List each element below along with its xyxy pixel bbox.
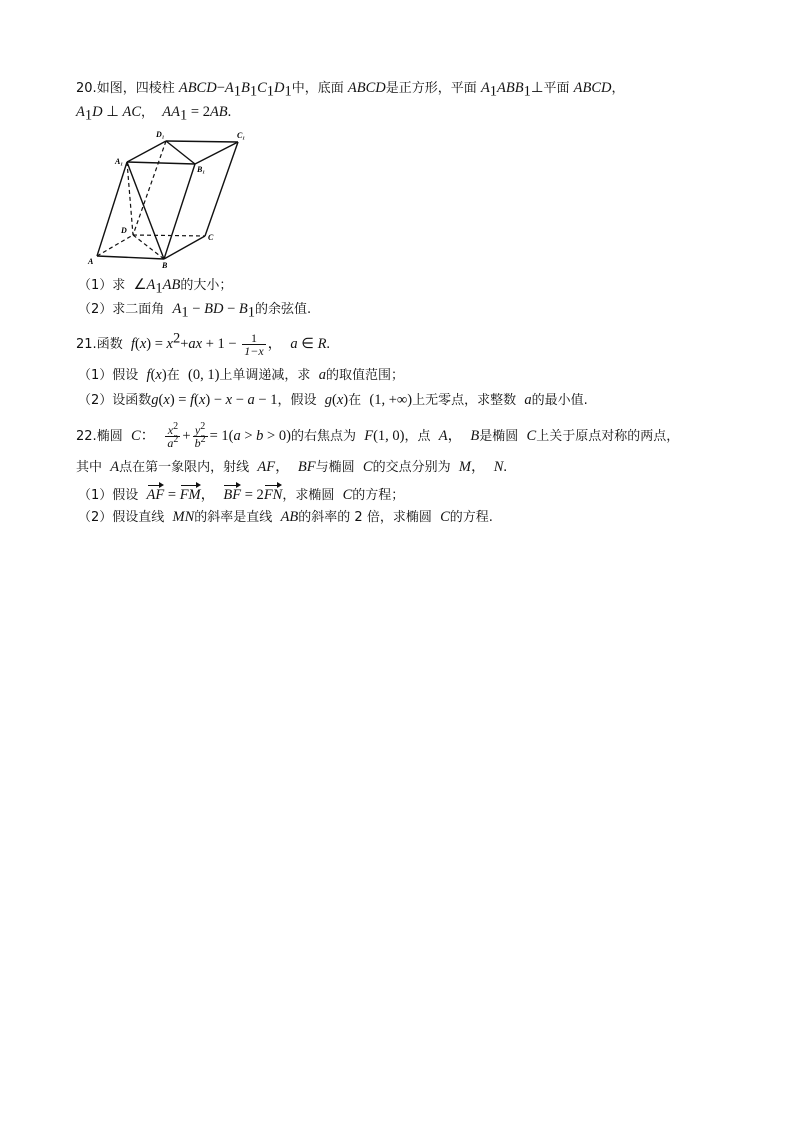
problem-20-part-2: （2）求二面角 $A_1$ − BD − $B_1$的余弦值. [78, 301, 312, 321]
problem-22-statement: 22.椭圆 C： $\frac{x^2}{a^2}$ + $\frac{y^2}{b^2}$ = 1(a > b > 0)的右焦点为 F(1, 0)，点 A， B是椭圆 C上关于原点对称的两点， [76, 421, 680, 450]
problem-20-statement: 20.如图，四棱柱 $ABCD-A_1B_1C_1D_1$中，底面 ABCD是正方形，平面 $A_1ABB_1\perp$平面 ABCD， [76, 80, 625, 100]
label-b: B [162, 261, 168, 268]
problem-number: 20. [76, 81, 97, 96]
label-a1: A₁ [115, 157, 124, 166]
prism-figure [84, 126, 254, 268]
problem-21-part-1: （1）假设 f(x)在 (0, 1)上单调递减，求 a的取值范围； [78, 367, 404, 383]
problem-21-part-2: （2）设函数g(x) = f(x) − x − a − 1，假设 g(x)在 (1, +∞)上无零点，求整数 a的最小值. [78, 392, 588, 408]
problem-21-statement: 21.函数 $f(x) = x^2+ax + 1$ − $\frac{1}{1-x}$ ， a ∈ R. [76, 330, 331, 358]
problem-number: 22. [76, 429, 97, 444]
problem-22-part-2: （2）假设直线 MN的斜率是直线 AB的斜率的 2 倍，求椭圆 C的方程. [78, 509, 493, 525]
label-c: C [208, 233, 214, 242]
problem-22-statement-line2: 其中 A点在第一象限内，射线 AF， BF与椭圆 C的交点分别为 M， N. [76, 459, 508, 475]
problem-number: 21. [76, 337, 97, 352]
problem-22-part-1: （1）假设 AF = FM， BF = 2FN，求椭圆 C的方程； [78, 483, 404, 505]
label-d1: D₁ [156, 130, 165, 139]
label-d: D [121, 226, 127, 235]
label-a: A [88, 257, 94, 266]
label-b1: B₁ [197, 165, 206, 174]
problem-20-part-1: （1）求 $\angle A_1AB$的大小； [78, 277, 233, 297]
label-c1: C₁ [237, 131, 246, 140]
problem-20-condition: $A_1D$ ⊥ AC， $AA_1 = 2AB$. [76, 104, 232, 124]
